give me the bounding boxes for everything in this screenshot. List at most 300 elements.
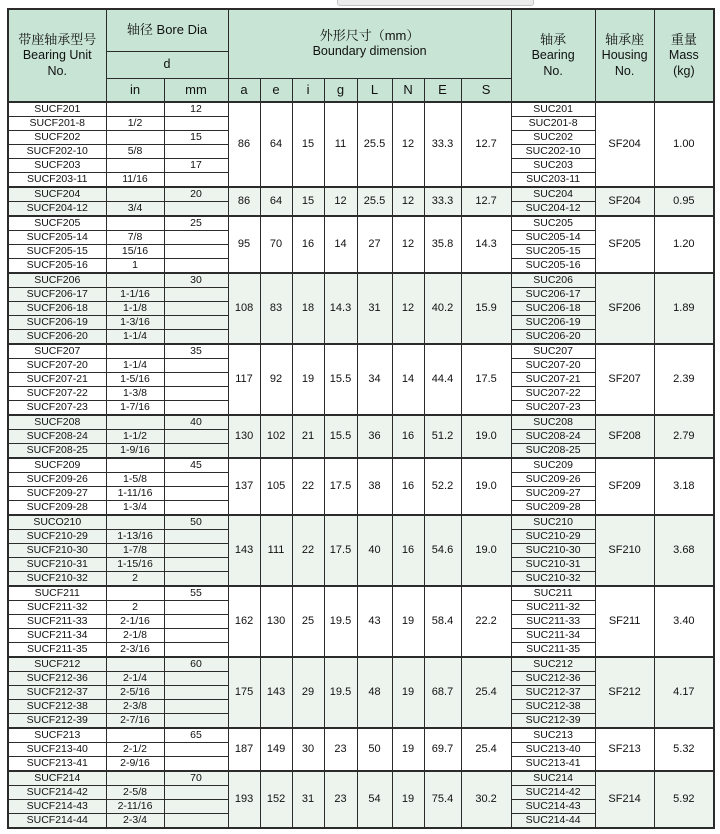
bore-mm-cell (164, 757, 228, 772)
dim-a-cell: 117 (228, 344, 260, 415)
dim-N-cell: 19 (392, 771, 424, 828)
unit-no-cell: SUCF214-43 (8, 800, 106, 814)
bore-in-cell (106, 586, 164, 601)
mass-cell: 3.18 (654, 458, 714, 515)
dim-a-cell: 143 (228, 515, 260, 586)
unit-no-cell: SUCF214 (8, 771, 106, 786)
bearing-no-cell: SUC208-25 (511, 444, 595, 459)
bore-mm-cell (164, 444, 228, 459)
dim-e-cell: 105 (260, 458, 292, 515)
bore-mm-cell (164, 173, 228, 188)
table-row (8, 771, 714, 786)
bore-in-cell: 11/16 (106, 173, 164, 188)
dim-a-cell: 95 (228, 216, 260, 273)
dim-a-cell: 162 (228, 586, 260, 657)
dim-e-cell: 102 (260, 415, 292, 458)
housing-no-cell: SF206 (595, 273, 654, 344)
bore-in-cell: 1-9/16 (106, 444, 164, 459)
dim-i-cell: 19 (292, 344, 324, 415)
bore-in-cell: 2-9/16 (106, 757, 164, 772)
header-line: Boundary dimension (312, 44, 427, 59)
bore-mm-cell: 17 (164, 159, 228, 173)
header-dim-E: E (424, 78, 461, 102)
dim-L-cell: 25.5 (357, 102, 392, 187)
bearing-no-cell: SUC209-27 (511, 487, 595, 501)
dim-N-cell: 12 (392, 216, 424, 273)
bearing-no-cell: SUC206 (511, 273, 595, 288)
bore-in-cell: 1-7/8 (106, 544, 164, 558)
bore-in-cell: 2 (106, 572, 164, 587)
dim-e-cell: 70 (260, 216, 292, 273)
dim-E-cell: 35.8 (424, 216, 461, 273)
housing-no-cell: SF212 (595, 657, 654, 728)
table-row (8, 657, 714, 672)
bearing-no-cell: SUC208 (511, 415, 595, 430)
dim-L-cell: 38 (357, 458, 392, 515)
header-housing-no (595, 9, 654, 102)
bearing-no-cell: SUC201-8 (511, 117, 595, 131)
table-body (8, 102, 714, 828)
unit-no-cell: SUCF207-23 (8, 401, 106, 416)
bore-in-cell: 1-3/16 (106, 316, 164, 330)
dim-L-cell: 27 (357, 216, 392, 273)
bearing-no-cell: SUC204-12 (511, 202, 595, 217)
bore-in-cell: 2-1/2 (106, 743, 164, 757)
dim-a-cell: 86 (228, 187, 260, 216)
bearing-no-cell: SUC205-14 (511, 231, 595, 245)
bore-mm-cell: 55 (164, 586, 228, 601)
unit-no-cell: SUCF205 (8, 216, 106, 231)
bore-mm-cell: 20 (164, 187, 228, 202)
bore-in-cell: 1-1/4 (106, 359, 164, 373)
dim-E-cell: 54.6 (424, 515, 461, 586)
table-row (8, 102, 714, 117)
unit-no-cell: SUCF207-21 (8, 373, 106, 387)
dim-S-cell: 19.0 (461, 515, 511, 586)
dim-L-cell: 40 (357, 515, 392, 586)
bearing-no-cell: SUC211-34 (511, 629, 595, 643)
dim-e-cell: 149 (260, 728, 292, 771)
dim-N-cell: 19 (392, 586, 424, 657)
housing-no-cell: SF213 (595, 728, 654, 771)
header-dim-S: S (461, 78, 511, 102)
bore-in-cell (106, 458, 164, 473)
table-header (8, 9, 714, 102)
bore-in-cell: 1-7/16 (106, 401, 164, 416)
unit-no-cell: SUCF209-27 (8, 487, 106, 501)
dim-E-cell: 51.2 (424, 415, 461, 458)
bore-mm-cell: 35 (164, 344, 228, 359)
header-dim-g: g (324, 78, 357, 102)
unit-no-cell: SUCF213-41 (8, 757, 106, 772)
unit-no-cell: SUCF212-38 (8, 700, 106, 714)
dim-i-cell: 15 (292, 102, 324, 187)
bearing-no-cell: SUC202 (511, 131, 595, 145)
bearing-no-cell: SUC210-30 (511, 544, 595, 558)
bearing-no-cell: SUC207-21 (511, 373, 595, 387)
dim-e-cell: 92 (260, 344, 292, 415)
unit-no-cell: SUCF211-32 (8, 601, 106, 615)
table-row (8, 515, 714, 530)
bore-mm-cell (164, 544, 228, 558)
bore-in-cell: 1-5/16 (106, 373, 164, 387)
dim-a-cell: 108 (228, 273, 260, 344)
header-line: Bearing Unit (22, 48, 92, 62)
bore-mm-cell: 60 (164, 657, 228, 672)
unit-no-cell: SUCF211-33 (8, 615, 106, 629)
housing-no-cell: SF210 (595, 515, 654, 586)
housing-no-cell: SF209 (595, 458, 654, 515)
bore-in-cell (106, 273, 164, 288)
dim-g-cell: 12 (324, 187, 357, 216)
bore-mm-cell (164, 473, 228, 487)
header-line: 轴承座 (605, 31, 645, 47)
dim-L-cell: 25.5 (357, 187, 392, 216)
bearing-no-cell: SUC210-32 (511, 572, 595, 587)
table-row (8, 458, 714, 473)
unit-no-cell: SUCF205-15 (8, 245, 106, 259)
dim-i-cell: 21 (292, 415, 324, 458)
dim-N-cell: 19 (392, 728, 424, 771)
dim-a-cell: 130 (228, 415, 260, 458)
bore-mm-cell (164, 145, 228, 159)
bore-mm-cell (164, 714, 228, 729)
bearing-no-cell: SUC208-24 (511, 430, 595, 444)
bearing-no-cell: SUC203-11 (511, 173, 595, 188)
dim-e-cell: 143 (260, 657, 292, 728)
mass-cell: 2.79 (654, 415, 714, 458)
dim-E-cell: 52.2 (424, 458, 461, 515)
unit-no-cell: SUCF205-14 (8, 231, 106, 245)
table-row (8, 728, 714, 743)
bearing-no-cell: SUC202-10 (511, 145, 595, 159)
bore-mm-cell (164, 373, 228, 387)
unit-no-cell: SUCF203-11 (8, 173, 106, 188)
bearing-no-cell: SUC205-16 (511, 259, 595, 274)
bore-mm-cell (164, 530, 228, 544)
bore-mm-cell (164, 743, 228, 757)
bore-mm-cell: 65 (164, 728, 228, 743)
header-bore-d: d (106, 51, 228, 78)
dim-S-cell: 14.3 (461, 216, 511, 273)
bore-in-cell: 2 (106, 601, 164, 615)
bore-in-cell: 1-15/16 (106, 558, 164, 572)
header-boundary-dimension (228, 9, 511, 78)
header-line: 外形尺寸（mm） (319, 27, 420, 43)
dim-N-cell: 12 (392, 273, 424, 344)
unit-no-cell: SUCF207 (8, 344, 106, 359)
dim-i-cell: 18 (292, 273, 324, 344)
dim-i-cell: 22 (292, 515, 324, 586)
bearing-no-cell: SUC213 (511, 728, 595, 743)
bearing-no-cell: SUC206-20 (511, 330, 595, 345)
bore-mm-cell (164, 401, 228, 416)
bore-in-cell: 1-3/8 (106, 387, 164, 401)
housing-no-cell: SF207 (595, 344, 654, 415)
unit-no-cell: SUCF201 (8, 102, 106, 117)
dim-S-cell: 12.7 (461, 187, 511, 216)
table-row (8, 216, 714, 231)
bearing-no-cell: SUC214-44 (511, 814, 595, 829)
dim-a-cell: 137 (228, 458, 260, 515)
bore-mm-cell: 40 (164, 415, 228, 430)
bearing-no-cell: SUC207 (511, 344, 595, 359)
bore-mm-cell (164, 117, 228, 131)
bore-in-cell (106, 657, 164, 672)
bore-mm-cell (164, 359, 228, 373)
bore-in-cell: 2-3/16 (106, 643, 164, 658)
unit-no-cell: SUCF214-44 (8, 814, 106, 829)
bearing-no-cell: SUC212-36 (511, 672, 595, 686)
bearing-no-cell: SUC213-41 (511, 757, 595, 772)
dim-S-cell: 25.4 (461, 728, 511, 771)
bore-in-cell: 1-1/4 (106, 330, 164, 345)
bore-mm-cell (164, 487, 228, 501)
bearing-no-cell: SUC210-31 (511, 558, 595, 572)
header-bore-dia: 轴径 Bore Dia (106, 9, 228, 51)
bearing-no-cell: SUC211 (511, 586, 595, 601)
unit-no-cell: SUCF209-28 (8, 501, 106, 516)
bore-in-cell (106, 344, 164, 359)
unit-no-cell: SUCF204 (8, 187, 106, 202)
dim-i-cell: 31 (292, 771, 324, 828)
unit-no-cell: SUCF206-19 (8, 316, 106, 330)
bore-in-cell: 2-3/4 (106, 814, 164, 829)
unit-no-cell: SUCF211-35 (8, 643, 106, 658)
unit-no-cell: SUCF213 (8, 728, 106, 743)
bore-in-cell: 2-5/8 (106, 786, 164, 800)
bore-mm-cell (164, 202, 228, 217)
dim-i-cell: 30 (292, 728, 324, 771)
header-line: (kg) (673, 63, 695, 78)
bore-mm-cell: 45 (164, 458, 228, 473)
bearing-no-cell: SUC214 (511, 771, 595, 786)
bore-mm-cell (164, 672, 228, 686)
top-scrollbar-artifact (337, 0, 534, 6)
dim-L-cell: 50 (357, 728, 392, 771)
bearing-no-cell: SUC204 (511, 187, 595, 202)
bearing-no-cell: SUC209 (511, 458, 595, 473)
bore-in-cell: 1-13/16 (106, 530, 164, 544)
unit-no-cell: SUCF208-24 (8, 430, 106, 444)
bore-mm-cell (164, 814, 228, 829)
mass-cell: 2.39 (654, 344, 714, 415)
bearing-no-cell: SUC207-22 (511, 387, 595, 401)
dim-g-cell: 17.5 (324, 458, 357, 515)
unit-no-cell: SUCF212-39 (8, 714, 106, 729)
dim-N-cell: 12 (392, 102, 424, 187)
mass-cell: 3.68 (654, 515, 714, 586)
unit-no-cell: SUCF203 (8, 159, 106, 173)
header-dim-e: e (260, 78, 292, 102)
bore-in-cell: 5/8 (106, 145, 164, 159)
bore-mm-cell: 50 (164, 515, 228, 530)
mass-cell: 3.40 (654, 586, 714, 657)
header-line: 重量 (670, 31, 697, 47)
housing-no-cell: SF204 (595, 187, 654, 216)
header-line: 带座轴承型号 (18, 31, 97, 47)
dim-E-cell: 75.4 (424, 771, 461, 828)
bore-in-cell: 1-1/2 (106, 430, 164, 444)
bearing-no-cell: SUC214-43 (511, 800, 595, 814)
unit-no-cell: SUCF206-20 (8, 330, 106, 345)
header-line: No. (47, 63, 67, 78)
unit-no-cell: SUCF214-42 (8, 786, 106, 800)
bore-in-cell (106, 216, 164, 231)
bore-mm-cell (164, 800, 228, 814)
header-line: Bearing (531, 48, 575, 62)
bearing-no-cell: SUC206-17 (511, 288, 595, 302)
unit-no-cell: SUCO210 (8, 515, 106, 530)
dim-E-cell: 33.3 (424, 102, 461, 187)
bore-in-cell: 1-3/4 (106, 501, 164, 516)
bearing-no-cell: SUC212-39 (511, 714, 595, 729)
table-row (8, 187, 714, 202)
dim-e-cell: 64 (260, 187, 292, 216)
bore-mm-cell (164, 643, 228, 658)
dim-L-cell: 31 (357, 273, 392, 344)
bore-in-cell: 1 (106, 259, 164, 274)
dim-S-cell: 25.4 (461, 657, 511, 728)
header-dim-L: L (357, 78, 392, 102)
bore-mm-cell (164, 601, 228, 615)
dim-e-cell: 83 (260, 273, 292, 344)
header-line: Mass (668, 48, 699, 62)
bearing-no-cell: SUC213-40 (511, 743, 595, 757)
dim-N-cell: 14 (392, 344, 424, 415)
bore-mm-cell (164, 686, 228, 700)
dim-E-cell: 44.4 (424, 344, 461, 415)
bore-mm-cell (164, 501, 228, 516)
bearing-no-cell: SUC205 (511, 216, 595, 231)
dim-L-cell: 54 (357, 771, 392, 828)
dim-L-cell: 43 (357, 586, 392, 657)
bearing-no-cell: SUC205-15 (511, 245, 595, 259)
mass-cell: 5.92 (654, 771, 714, 828)
header-line: No. (543, 63, 563, 78)
bearing-spec-table (7, 8, 715, 829)
mass-cell: 5.32 (654, 728, 714, 771)
header-line: 轴承 (540, 31, 567, 47)
mass-cell: 0.95 (654, 187, 714, 216)
bearing-no-cell: SUC210-29 (511, 530, 595, 544)
header-line: No. (614, 63, 635, 78)
mass-cell: 1.00 (654, 102, 714, 187)
dim-S-cell: 12.7 (461, 102, 511, 187)
bearing-no-cell: SUC211-35 (511, 643, 595, 658)
housing-no-cell: SF211 (595, 586, 654, 657)
dim-a-cell: 193 (228, 771, 260, 828)
bore-in-cell: 2-11/16 (106, 800, 164, 814)
bore-mm-cell (164, 615, 228, 629)
dim-E-cell: 68.7 (424, 657, 461, 728)
unit-no-cell: SUCF210-30 (8, 544, 106, 558)
dim-S-cell: 19.0 (461, 458, 511, 515)
unit-no-cell: SUCF208-25 (8, 444, 106, 459)
dim-N-cell: 16 (392, 415, 424, 458)
header-dim-N: N (392, 78, 424, 102)
bore-in-cell (106, 187, 164, 202)
bearing-no-cell: SUC211-32 (511, 601, 595, 615)
housing-no-cell: SF204 (595, 102, 654, 187)
dim-g-cell: 15.5 (324, 415, 357, 458)
bore-in-cell: 1-11/16 (106, 487, 164, 501)
dim-i-cell: 29 (292, 657, 324, 728)
bore-in-cell: 1-1/16 (106, 288, 164, 302)
bore-in-cell: 1-1/8 (106, 302, 164, 316)
unit-no-cell: SUCF204-12 (8, 202, 106, 217)
bore-in-cell: 2-1/4 (106, 672, 164, 686)
bore-mm-cell (164, 302, 228, 316)
unit-no-cell: SUCF212 (8, 657, 106, 672)
bore-mm-cell: 25 (164, 216, 228, 231)
dim-i-cell: 16 (292, 216, 324, 273)
dim-S-cell: 19.0 (461, 415, 511, 458)
unit-no-cell: SUCF201-8 (8, 117, 106, 131)
unit-no-cell: SUCF210-29 (8, 530, 106, 544)
dim-g-cell: 19.5 (324, 657, 357, 728)
dim-S-cell: 17.5 (461, 344, 511, 415)
bore-in-cell: 1-5/8 (106, 473, 164, 487)
bore-mm-cell (164, 245, 228, 259)
bore-mm-cell: 12 (164, 102, 228, 117)
bore-in-cell (106, 515, 164, 530)
bore-in-cell: 15/16 (106, 245, 164, 259)
header-dim-a: a (228, 78, 260, 102)
bore-in-cell: 2-7/16 (106, 714, 164, 729)
housing-no-cell: SF208 (595, 415, 654, 458)
bore-in-cell (106, 131, 164, 145)
dim-e-cell: 111 (260, 515, 292, 586)
bearing-no-cell: SUC212-38 (511, 700, 595, 714)
dim-E-cell: 40.2 (424, 273, 461, 344)
unit-no-cell: SUCF205-16 (8, 259, 106, 274)
bore-mm-cell (164, 700, 228, 714)
bearing-no-cell: SUC209-26 (511, 473, 595, 487)
header-mm: mm (164, 78, 228, 102)
mass-cell: 1.20 (654, 216, 714, 273)
dim-a-cell: 175 (228, 657, 260, 728)
bore-mm-cell (164, 330, 228, 345)
dim-S-cell: 30.2 (461, 771, 511, 828)
header-line: Housing (601, 48, 648, 62)
dim-g-cell: 17.5 (324, 515, 357, 586)
housing-no-cell: SF205 (595, 216, 654, 273)
bore-in-cell (106, 415, 164, 430)
dim-N-cell: 12 (392, 187, 424, 216)
bearing-no-cell: SUC207-20 (511, 359, 595, 373)
bore-mm-cell (164, 629, 228, 643)
dim-i-cell: 22 (292, 458, 324, 515)
dim-E-cell: 69.7 (424, 728, 461, 771)
bearing-no-cell: SUC203 (511, 159, 595, 173)
bore-mm-cell (164, 387, 228, 401)
unit-no-cell: SUCF213-40 (8, 743, 106, 757)
dim-g-cell: 19.5 (324, 586, 357, 657)
dim-i-cell: 15 (292, 187, 324, 216)
bore-in-cell: 7/8 (106, 231, 164, 245)
dim-L-cell: 36 (357, 415, 392, 458)
bearing-no-cell: SUC209-28 (511, 501, 595, 516)
unit-no-cell: SUCF211-34 (8, 629, 106, 643)
unit-no-cell: SUCF202 (8, 131, 106, 145)
bore-mm-cell: 70 (164, 771, 228, 786)
bore-mm-cell: 30 (164, 273, 228, 288)
table-row (8, 586, 714, 601)
bearing-no-cell: SUC212 (511, 657, 595, 672)
unit-no-cell: SUCF206-18 (8, 302, 106, 316)
header-mass (654, 9, 714, 102)
